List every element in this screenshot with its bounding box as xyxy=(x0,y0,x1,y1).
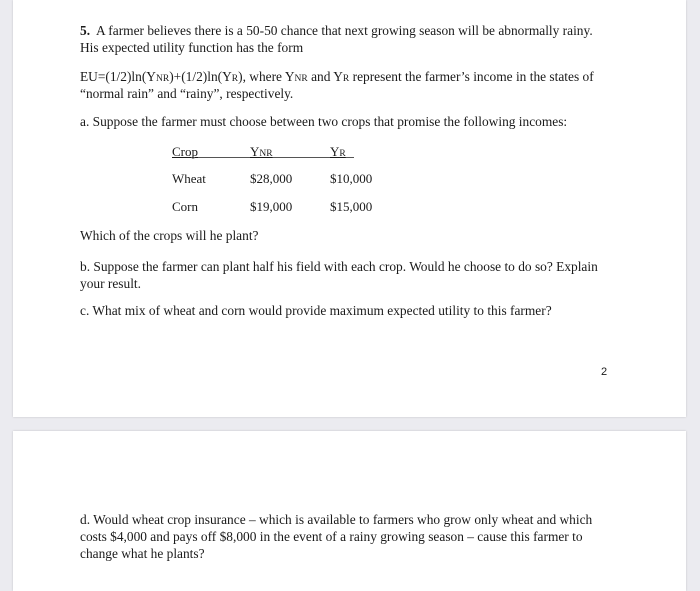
part-a-question: Which of the crops will he plant? xyxy=(80,228,259,243)
utility-formula xyxy=(80,69,594,87)
formula-part: EU=(1/2)ln(Y xyxy=(80,69,156,84)
part-d-line2: costs $4,000 and pays off $8,000 in the event of a rainy growing season – cause this farmer to xyxy=(80,529,583,544)
part-a-text: a. Suppose the farmer must choose between two crops that promise the following incomes: xyxy=(80,114,568,129)
formula-part: and Y xyxy=(307,69,343,84)
row-wheat-crop: Wheat xyxy=(172,171,206,186)
part-c-text: c. What mix of wheat and corn would provide maximum expected utility to this farmer? xyxy=(80,303,552,318)
header-crop: Crop xyxy=(172,144,198,159)
part-b-line2: your result. xyxy=(80,276,141,291)
header-ynr-sub: NR xyxy=(259,149,273,159)
header-yr xyxy=(330,144,346,160)
formula-subscript: NR xyxy=(294,74,308,84)
part-b-line1: b. Suppose the farmer can plant half his field with each crop. Would he choose to do so? Explain xyxy=(80,259,598,274)
header-ynr xyxy=(250,144,273,160)
row-wheat-ynr: $28,000 xyxy=(250,171,293,186)
formula-part: )+(1/2)ln(Y xyxy=(169,69,232,84)
header-yr-y: Y xyxy=(330,144,340,159)
formula-subscript: R xyxy=(342,74,350,84)
part-d-line1: d. Would wheat crop insurance – which is available to farmers who grow only wheat and which xyxy=(80,512,593,527)
formula-line2: “normal rain” and “rainy”, respectively. xyxy=(80,86,294,101)
question-number: 5. xyxy=(80,23,91,38)
formula-part: ), where Y xyxy=(238,69,295,84)
question-intro-line1 xyxy=(80,23,593,39)
row-corn-ynr: $19,000 xyxy=(250,199,293,214)
header-yr-sub: R xyxy=(339,149,346,159)
part-d-line3: change what he plants? xyxy=(80,546,205,561)
row-corn-crop: Corn xyxy=(172,199,198,214)
row-wheat-yr: $10,000 xyxy=(330,171,373,186)
formula-subscript: NR xyxy=(155,74,170,84)
formula-subscript: R xyxy=(231,74,239,84)
intro-text: A farmer believes there is a 50-50 chance that next growing season will be abnormally rainy. xyxy=(96,23,593,38)
header-ynr-y: Y xyxy=(250,144,260,159)
page-number: 2 xyxy=(601,366,608,378)
document-page-2 xyxy=(13,431,686,591)
row-corn-yr: $15,000 xyxy=(330,199,373,214)
question-intro-line2: His expected utility function has the form xyxy=(80,40,304,55)
formula-part: represent the farmer’s income in the states of xyxy=(349,69,594,84)
